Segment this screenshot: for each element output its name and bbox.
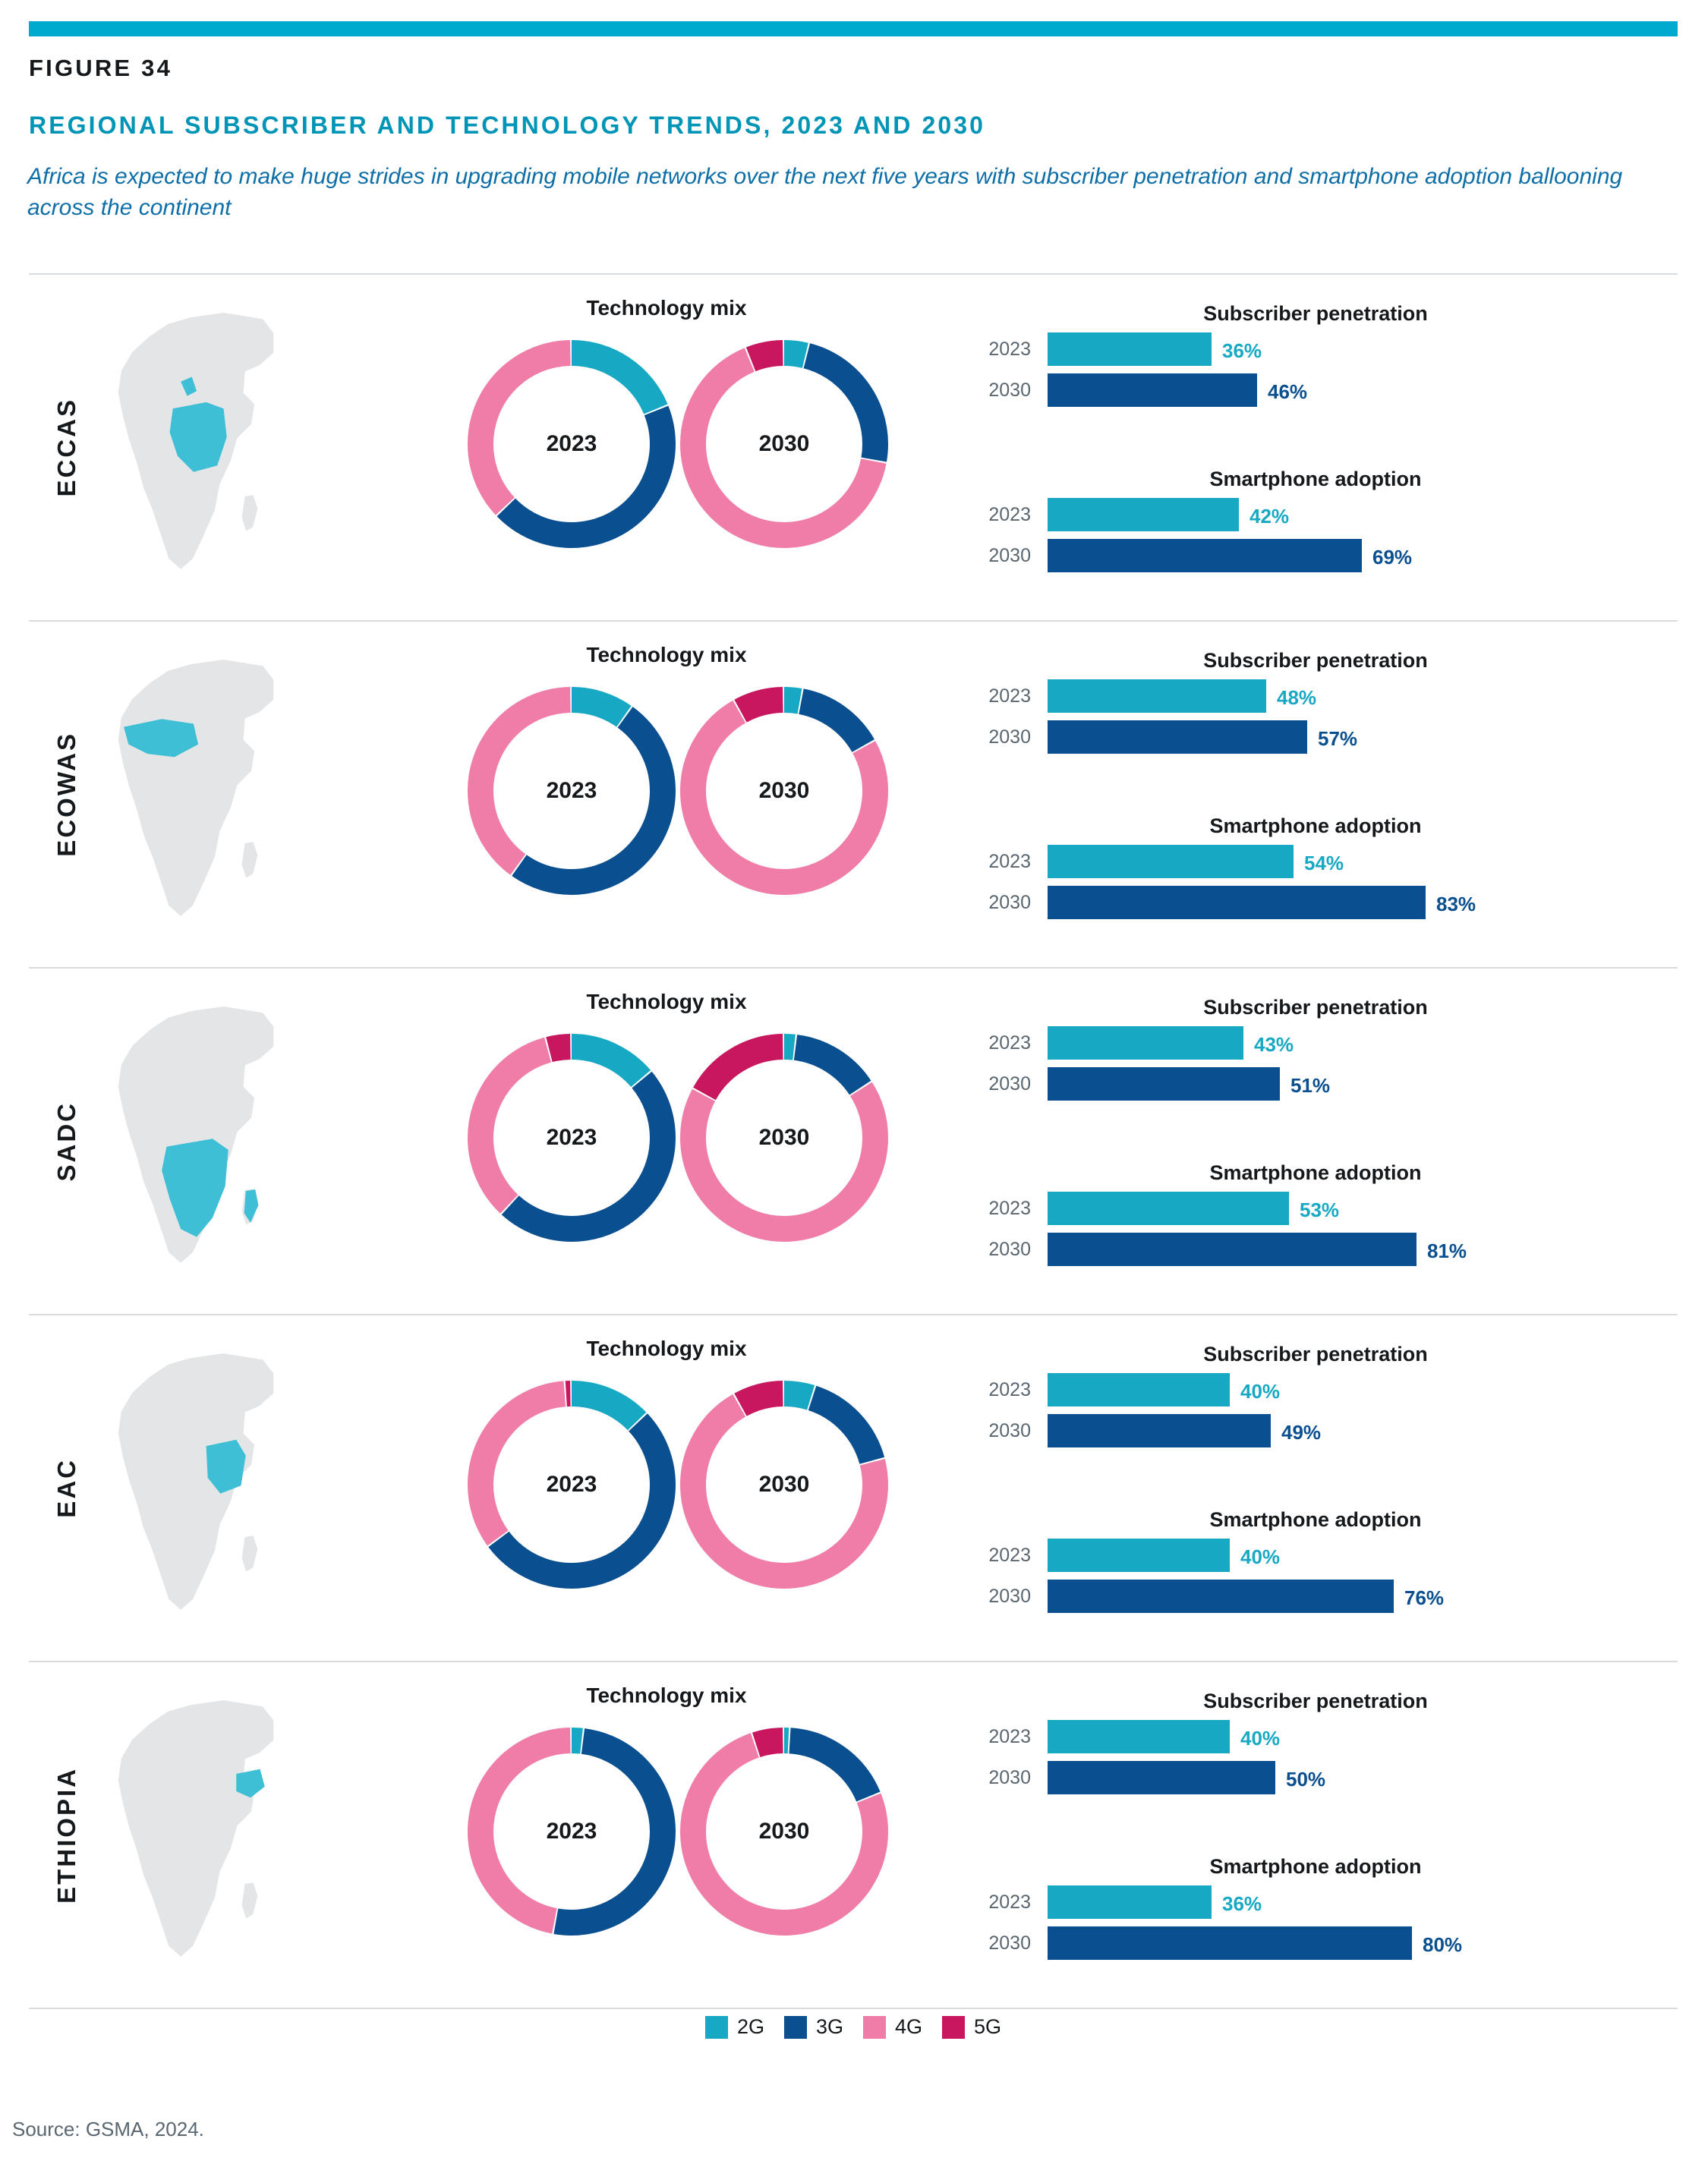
bar-fill [1048, 1580, 1394, 1613]
bar-year-label: 2023 [988, 1198, 1031, 1219]
bar-row [963, 1026, 1669, 1060]
donut-pair [431, 1028, 917, 1278]
bar-year-label: 2023 [988, 1892, 1031, 1913]
legend-label: 5G [974, 2015, 1002, 2038]
bar-track [1048, 1233, 1624, 1266]
bar-fill [1048, 498, 1239, 531]
bar-fill [1048, 1926, 1412, 1960]
legend-label: 2G [736, 2015, 764, 2038]
bar-year-label: 2023 [988, 1379, 1031, 1400]
bar-row [963, 1720, 1669, 1753]
legend-item-3G [784, 2015, 843, 2039]
subscriber-penetration-title: Subscriber penetration [1203, 996, 1428, 1019]
region-row-eccas [29, 273, 1678, 620]
bar-value: 69% [1372, 546, 1413, 569]
page-title: REGIONAL SUBSCRIBER AND TECHNOLOGY TRENDS, 2023 AND 2030 [29, 112, 986, 139]
bar-value: 43% [1254, 1033, 1294, 1056]
africa-map-ECCAS [105, 296, 287, 584]
region-label: ECCAS [52, 398, 80, 497]
bar-value: 83% [1436, 893, 1476, 915]
bar-track [1048, 539, 1624, 572]
bar-fill [1048, 1233, 1417, 1266]
bar-fill [1048, 886, 1426, 919]
bar-value: 46% [1268, 380, 1308, 403]
source-note: Source: GSMA, 2024. [12, 2118, 204, 2140]
bar-row [963, 845, 1669, 878]
region-label: SADC [52, 1101, 80, 1182]
donut-center-label: 2023 [546, 1819, 597, 1844]
bar-value: 36% [1222, 1892, 1262, 1915]
donut-2030 [674, 334, 894, 554]
bar-row [963, 373, 1669, 407]
legend-item-5G [942, 2015, 1001, 2039]
bar-row [963, 1414, 1669, 1447]
donut-center-label: 2023 [546, 1125, 597, 1150]
bar-fill [1048, 1720, 1230, 1753]
donut-pair [431, 1721, 917, 1972]
bar-value: 36% [1222, 339, 1262, 362]
bar-fill [1048, 1539, 1230, 1572]
bar-value: 81% [1427, 1239, 1467, 1262]
bar-year-label: 2030 [988, 1586, 1031, 1607]
donut-center-label: 2030 [758, 1819, 810, 1844]
region-row-ecowas [29, 620, 1678, 967]
bar-value: 40% [1240, 1380, 1281, 1403]
legend-item-2G [705, 2015, 764, 2039]
legend-swatch-icon [863, 2016, 886, 2039]
smartphone-adoption-title: Smartphone adoption [1209, 468, 1422, 490]
donut-center-label: 2030 [758, 1125, 810, 1150]
donut-2030 [674, 681, 894, 901]
bar-track [1048, 679, 1624, 713]
chart-legend [29, 2015, 1678, 2039]
bars-block [963, 1326, 1669, 1652]
bar-track [1048, 845, 1624, 878]
top-accent-bar [29, 21, 1678, 36]
bar-value: 40% [1240, 1727, 1281, 1750]
bar-year-label: 2023 [988, 1545, 1031, 1566]
bar-track [1048, 1373, 1624, 1406]
bar-row [963, 1539, 1669, 1572]
subscriber-penetration-title: Subscriber penetration [1203, 649, 1428, 672]
legend-label: 4G [895, 2015, 923, 2038]
donut-pair [431, 1375, 917, 1625]
regions-grid [29, 273, 1678, 2009]
technology-mix-title: Technology mix [586, 1337, 747, 1360]
bar-track [1048, 1885, 1624, 1919]
legend-swatch-icon [784, 2016, 807, 2039]
technology-mix-title: Technology mix [586, 990, 747, 1013]
donut-2030 [674, 1028, 894, 1248]
figure-subtitle: Africa is expected to make huge strides in upgrading mobile networks over the next five years with subscriber penetration and smartphone adoption ballooning across the continent [27, 164, 1623, 220]
bar-row [963, 679, 1669, 713]
bar-value: 76% [1404, 1586, 1445, 1609]
bar-value: 51% [1290, 1074, 1331, 1097]
region-map [105, 296, 332, 600]
donut-2023 [462, 1375, 682, 1595]
donut-2023 [462, 1028, 682, 1248]
bar-fill [1048, 1067, 1280, 1101]
donut-center-label: 2023 [546, 1472, 597, 1497]
region-row-sadc [29, 967, 1678, 1314]
bar-year-label: 2030 [988, 380, 1031, 401]
bar-value: 42% [1249, 505, 1290, 528]
bars-block [963, 632, 1669, 959]
bar-row [963, 886, 1669, 919]
region-map [105, 643, 332, 947]
region-row-ethiopia [29, 1661, 1678, 2009]
bar-year-label: 2023 [988, 1726, 1031, 1747]
bar-row [963, 332, 1669, 366]
region-map [105, 1684, 332, 1987]
bar-year-label: 2030 [988, 1932, 1031, 1954]
subscriber-penetration-title: Subscriber penetration [1203, 302, 1428, 325]
bar-fill [1048, 539, 1362, 572]
figure-label: FIGURE 34 [29, 55, 173, 81]
bars-block [963, 1673, 1669, 1999]
bar-value: 49% [1281, 1421, 1322, 1444]
bar-year-label: 2023 [988, 851, 1031, 872]
bar-value: 54% [1304, 852, 1344, 874]
bar-value: 53% [1300, 1199, 1340, 1221]
bar-value: 40% [1240, 1545, 1281, 1568]
donut-center-label: 2030 [758, 431, 810, 456]
bar-row [963, 1580, 1669, 1613]
donut-pair [431, 681, 917, 931]
bar-track [1048, 1761, 1624, 1794]
region-row-eac [29, 1314, 1678, 1661]
bar-value: 80% [1423, 1933, 1463, 1956]
bar-track [1048, 1192, 1624, 1225]
donut-2030 [674, 1375, 894, 1595]
technology-mix-title: Technology mix [586, 643, 747, 666]
bar-row [963, 1233, 1669, 1266]
bar-year-label: 2030 [988, 1073, 1031, 1095]
bar-row [963, 1885, 1669, 1919]
bar-fill [1048, 720, 1307, 754]
legend-label: 3G [815, 2015, 843, 2038]
smartphone-adoption-title: Smartphone adoption [1209, 1855, 1422, 1878]
bar-row [963, 720, 1669, 754]
donut-2023 [462, 1721, 682, 1942]
bar-year-label: 2030 [988, 1239, 1031, 1260]
bar-row [963, 1192, 1669, 1225]
africa-map-EAC [105, 1337, 287, 1625]
smartphone-adoption-title: Smartphone adoption [1209, 1508, 1422, 1531]
bar-year-label: 2030 [988, 1420, 1031, 1441]
bar-track [1048, 1539, 1624, 1572]
legend-swatch-icon [942, 2016, 965, 2039]
bar-year-label: 2030 [988, 726, 1031, 748]
bar-fill [1048, 332, 1212, 366]
donut-2023 [462, 334, 682, 554]
legend-item-4G [863, 2015, 922, 2039]
bar-fill [1048, 679, 1266, 713]
bar-fill [1048, 1373, 1230, 1406]
bar-year-label: 2023 [988, 504, 1031, 525]
bar-fill [1048, 1885, 1212, 1919]
bar-track [1048, 332, 1624, 366]
bar-year-label: 2023 [988, 339, 1031, 360]
bar-track [1048, 498, 1624, 531]
donut-2023 [462, 681, 682, 901]
donut-center-label: 2023 [546, 431, 597, 456]
bars-block [963, 979, 1669, 1306]
donut-center-label: 2030 [758, 778, 810, 803]
bar-track [1048, 1026, 1624, 1060]
bar-row [963, 1926, 1669, 1960]
region-label: ECOWAS [52, 732, 80, 857]
bar-year-label: 2030 [988, 545, 1031, 566]
bar-row [963, 1373, 1669, 1406]
bar-row [963, 539, 1669, 572]
bar-year-label: 2023 [988, 685, 1031, 707]
bar-row [963, 498, 1669, 531]
subscriber-penetration-title: Subscriber penetration [1203, 1690, 1428, 1712]
bar-fill [1048, 1414, 1271, 1447]
donut-2030 [674, 1721, 894, 1942]
bar-track [1048, 373, 1624, 407]
technology-mix-title: Technology mix [586, 296, 747, 320]
africa-map-ETHIOPIA [105, 1684, 287, 1972]
bar-fill [1048, 1761, 1275, 1794]
bar-track [1048, 1720, 1624, 1753]
smartphone-adoption-title: Smartphone adoption [1209, 814, 1422, 837]
bar-value: 57% [1318, 727, 1358, 750]
region-map [105, 1337, 332, 1640]
bar-track [1048, 886, 1624, 919]
bar-fill [1048, 845, 1294, 878]
bar-year-label: 2023 [988, 1032, 1031, 1054]
bar-track [1048, 1580, 1624, 1613]
bars-block [963, 285, 1669, 612]
bar-year-label: 2030 [988, 892, 1031, 913]
donut-center-label: 2023 [546, 778, 597, 803]
region-label: EAC [52, 1458, 80, 1518]
smartphone-adoption-title: Smartphone adoption [1209, 1161, 1422, 1184]
africa-map-SADC [105, 990, 287, 1278]
bar-track [1048, 720, 1624, 754]
bar-fill [1048, 1026, 1243, 1060]
subscriber-penetration-title: Subscriber penetration [1203, 1343, 1428, 1365]
bar-fill [1048, 373, 1257, 407]
donut-pair [431, 334, 917, 584]
africa-map-ECOWAS [105, 643, 287, 931]
bar-fill [1048, 1192, 1289, 1225]
bar-value: 50% [1286, 1768, 1326, 1791]
region-map [105, 990, 332, 1293]
bar-track [1048, 1926, 1624, 1960]
legend-swatch-icon [705, 2016, 728, 2039]
bar-row [963, 1761, 1669, 1794]
region-label: ETHIOPIA [52, 1766, 80, 1904]
bar-row [963, 1067, 1669, 1101]
bar-value: 48% [1277, 686, 1317, 709]
bar-year-label: 2030 [988, 1767, 1031, 1788]
technology-mix-title: Technology mix [586, 1684, 747, 1707]
bar-track [1048, 1067, 1624, 1101]
donut-center-label: 2030 [758, 1472, 810, 1497]
bar-track [1048, 1414, 1624, 1447]
